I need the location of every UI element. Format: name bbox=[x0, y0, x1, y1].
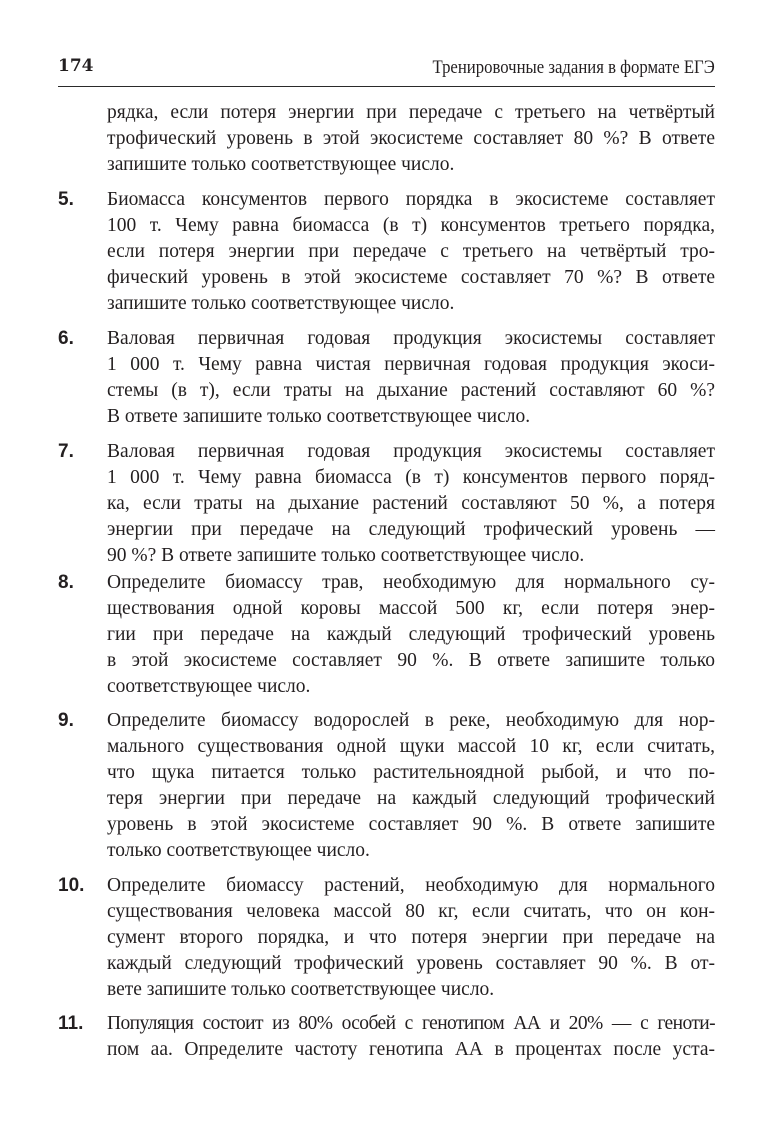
task-number: 6. bbox=[58, 328, 74, 349]
task-number: 9. bbox=[58, 710, 74, 731]
task-text bbox=[107, 1011, 715, 1063]
text-line: рядка, если потеря энергии при передаче с третьего на четвёртый bbox=[107, 102, 715, 123]
text-line: 1 000 т. Чему равна чистая первичная годовая продукция экоси- bbox=[107, 354, 715, 375]
task-number: 10. bbox=[58, 875, 85, 896]
text-line: Валовая первичная годовая продукция экосистемы составляет bbox=[107, 441, 715, 462]
text-line: Биомасса консументов первого порядка в экосистеме составляет bbox=[107, 189, 715, 210]
text-line: уровень в этой экосистеме составляет 90 %. В ответе запишите bbox=[107, 814, 715, 835]
task-text bbox=[107, 439, 715, 569]
text-line: 1 000 т. Чему равна биомасса (в т) консументов первого поряд- bbox=[107, 467, 715, 488]
text-line: пом аа. Определите частоту генотипа АА в процентах после уста- bbox=[107, 1039, 715, 1060]
text-line: каждый следующий трофический уровень составляет 90 %. В от- bbox=[107, 953, 715, 974]
text-line: что щука питается только растительноядной рыбой, и что по- bbox=[107, 762, 715, 783]
task-text bbox=[107, 187, 715, 317]
text-line: запишите только соответствующее число. bbox=[107, 154, 455, 175]
text-line: фический уровень в этой экосистеме составляет 70 %? В ответе bbox=[107, 267, 715, 288]
text-line: ка, если траты на дыхание растений составляют 50 %, а потеря bbox=[107, 493, 715, 514]
text-line: гии при передаче на каждый следующий трофический уровень bbox=[107, 624, 715, 645]
page-number: 174 bbox=[58, 56, 94, 76]
text-line: мального существования одной щуки массой 10 кг, если считать, bbox=[107, 736, 715, 757]
task-number: 11. bbox=[58, 1013, 84, 1034]
text-line: 90 %? В ответе запишите только соответствующее число. bbox=[107, 545, 585, 566]
text-line: стемы (в т), если траты на дыхание растений составляют 60 %? bbox=[107, 380, 715, 401]
text-line: сумент второго порядка, и что потеря энергии при передаче на bbox=[107, 927, 715, 948]
text-line: существования человека массой 80 кг, если считать, что он кон- bbox=[107, 901, 715, 922]
text-line: Популяция состоит из 80% особей с генотипом АА и 20% — с геноти- bbox=[107, 1013, 715, 1034]
text-line: Определите биомассу растений, необходимую для нормального bbox=[107, 875, 715, 896]
text-line: трофический уровень в этой экосистеме составляет 80 %? В ответе bbox=[107, 128, 715, 149]
text-line: теря энергии при передаче на каждый следующий трофический bbox=[107, 788, 715, 809]
task-text bbox=[107, 708, 715, 864]
task-text bbox=[107, 873, 715, 1003]
text-line: вете запишите только соответствующее число. bbox=[107, 979, 495, 1000]
page-header bbox=[58, 52, 715, 87]
task-text bbox=[107, 570, 715, 700]
text-line: 100 т. Чему равна биомасса (в т) консументов третьего порядка, bbox=[107, 215, 715, 236]
text-line: энергии при передаче на следующий трофический уровень — bbox=[107, 519, 715, 540]
text-line: запишите только соответствующее число. bbox=[107, 293, 455, 314]
text-line: соответствующее число. bbox=[107, 676, 311, 697]
running-title: Тренировочные задания в формате ЕГЭ bbox=[432, 57, 715, 78]
task-text bbox=[107, 100, 715, 178]
text-line: Определите биомассу трав, необходимую для нормального су- bbox=[107, 572, 715, 593]
text-line: ществования одной коровы массой 500 кг, если потеря энер- bbox=[107, 598, 715, 619]
text-line: В ответе запишите только соответствующее число. bbox=[107, 406, 531, 427]
task-text bbox=[107, 326, 715, 430]
task-number: 7. bbox=[58, 441, 74, 462]
text-line: Определите биомассу водорослей в реке, необходимую для нор- bbox=[107, 710, 715, 731]
text-line: только соответствующее число. bbox=[107, 840, 370, 861]
task-number: 5. bbox=[58, 189, 74, 210]
text-line: если потеря энергии при передаче с третьего на четвёртый тро- bbox=[107, 241, 715, 262]
text-line: в этой экосистеме составляет 90 %. В ответе запишите только bbox=[107, 650, 715, 671]
text-line: Валовая первичная годовая продукция экосистемы составляет bbox=[107, 328, 715, 349]
task-number: 8. bbox=[58, 572, 74, 593]
